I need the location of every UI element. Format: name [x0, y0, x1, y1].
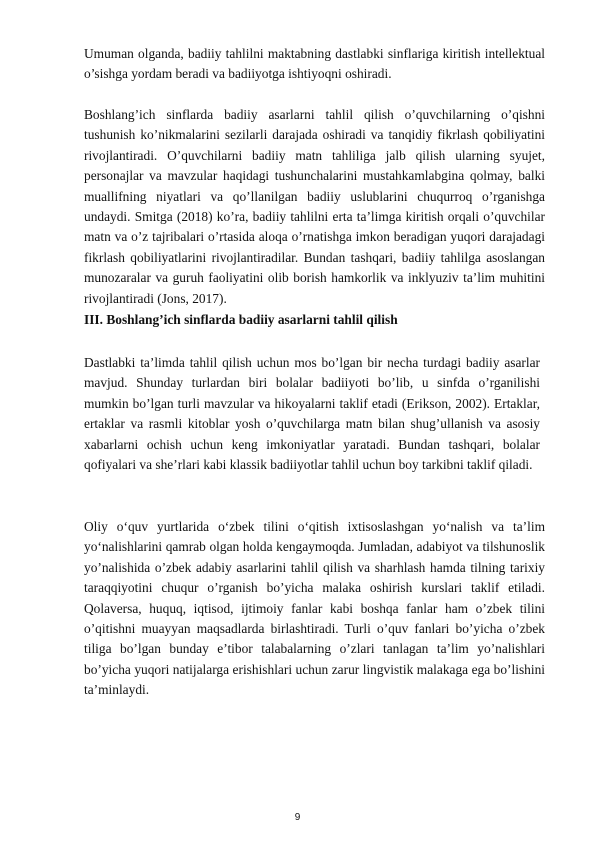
section-heading: III. Boshlang’ich sinflarda badiiy asarlarni tahlil qilish	[84, 312, 398, 327]
paragraph-literature-types: Dastlabki ta’limda tahlil qilish uchun mos bo’lgan bir necha turdagi badiiy asarlar mavjud. Shunday turlardan biri bolalar badiiyoti bo’lib, u sinfda o’rganilishi mumkin bo’lgan turli mavzular va hikoyalarni taklif etadi (Erikson, 2002). Ertaklar, ertaklar va rasmli kitoblar yosh o’quvchilarga matn bilan shug’ullanish va asosiy xabarlarni ochish uchun keng imkoniyatlar yaratadi. Bundan tashqari, bolalar qofiyalari va she’rlari kabi klassik badiiyotlar tahlil uchun boy tarkibni taklif qiladi.	[84, 355, 540, 473]
analysis-paragraph-block	[84, 105, 545, 309]
section-heading-block	[84, 310, 545, 330]
paragraph-analysis: Boshlang’ich sinflarda badiiy asarlarni tahlil qilish o’quvchilarning o’qishni tushunish ko’nikmalarini sezilarli darajada oshiradi va tanqidiy fikrlash qobiliyatini rivojlantiradi. O’quvchilarni badiiy matn tahliliga jalb qilish ularning syujet, personajlar va mavzular haqidagi tushunchalarini mustahkamlabgina qolmay, balki muallifning niyatlari va qo’llanilgan badiiy uslublarini chuqurroq o’rganishga undaydi. Smitga (2018) ko’ra, badiiy tahlilni erta ta’limga kiritish orqali o’quvchilar matn va o’z tajribalari o’rtasida aloqa o’rnatishga imkon beradigan yuqori darajadagi fikrlash qobiliyatlarini rivojlantiradilar. Bundan tashqari, badiiy tahlilga asoslangan munozaralar va guruh faoliyatini olib borish hamkorlik va inklyuziv ta’lim muhitini rivojlantiradi (Jons, 2017).	[84, 107, 545, 306]
paragraph-higher-education: Oliy o‘quv yurtlarida o‘zbek tilini o‘qitish ixtisoslashgan yo‘nalish va ta’lim yo‘nalishlarini qamrab olgan holda kengaymoqda. Jumladan, adabiyot va tilshunoslik yo’nalishida o’zbek adabiy asarlarini tahlil qilish va sharhlash hamda tilning tarixiy taraqqiyotini chuqur o’rganish bo’yicha malaka oshirish kurslari taklif etiladi. Qolaversa, huquq, iqtisod, ijtimoiy fanlar kabi boshqa fanlar ham o’zbek tilini o’qitishni muayyan maqsadlarda birlashtiradi. Turli o’quv fanlari bo’yicha o’zbek tiliga bo’lgan bunday e’tibor talabalarning o’zlari tanlagan ta’lim yo’nalishlari bo’yicha yuqori natijalarga erishishlari uchun zarur lingvistik malakaga ega bo’lishini ta’minlaydi.	[84, 519, 545, 698]
intro-paragraph-block	[84, 44, 545, 85]
paragraph-intro: Umuman olganda, badiiy tahlilni maktabning dastlabki sinflariga kiritish intellektual o’sishga yordam beradi va badiiyotga ishtiyoqni oshiradi.	[84, 46, 545, 82]
literature-types-paragraph-block	[84, 353, 540, 475]
page-number: 9	[294, 812, 301, 823]
higher-education-paragraph-block	[84, 517, 545, 701]
